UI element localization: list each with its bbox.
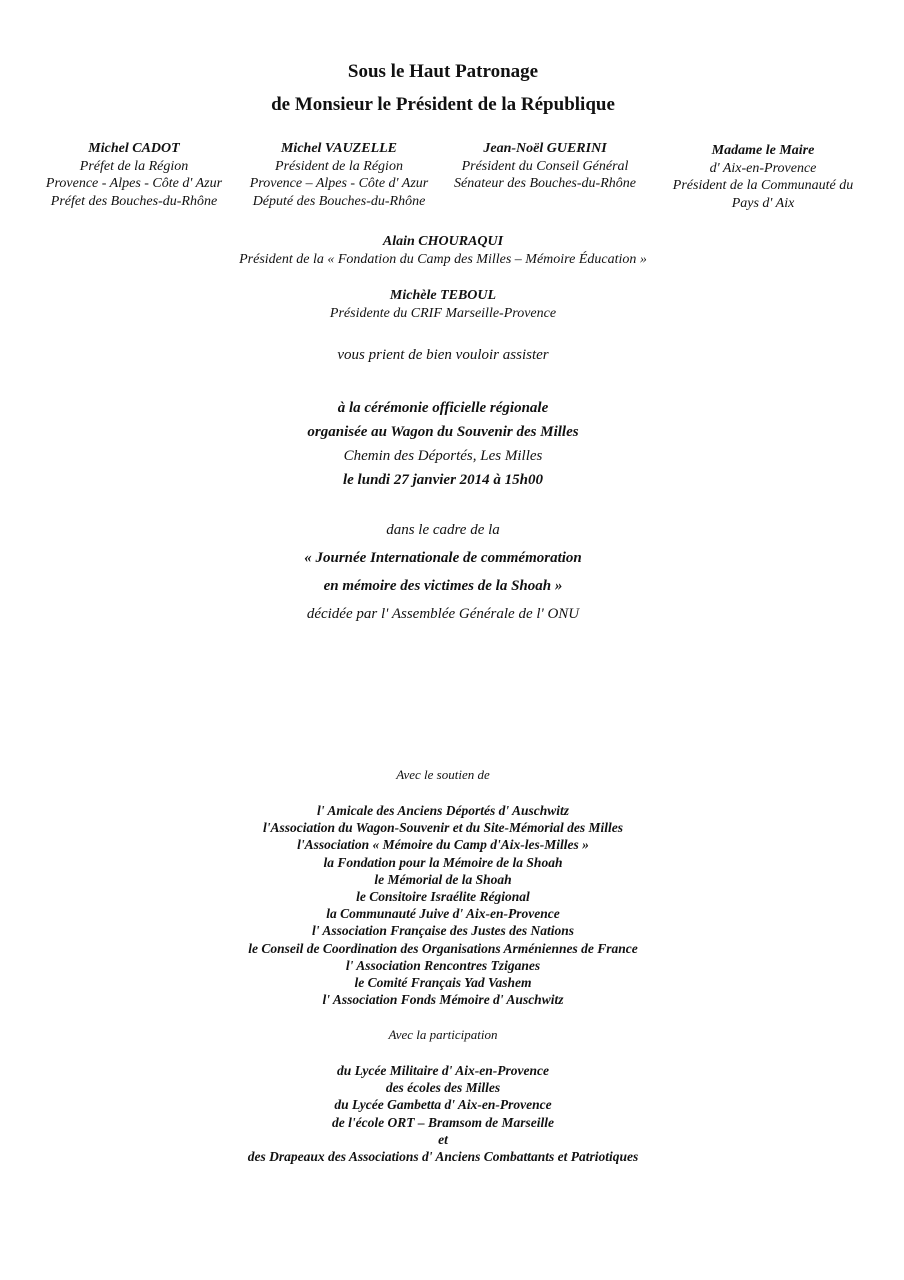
list-item: l' Association Française des Justes des Nations bbox=[311, 923, 575, 939]
signatory-line: Provence – Alpes - Côte d' Azur bbox=[249, 176, 429, 191]
support-list bbox=[0, 802, 886, 1008]
header-line-2: de Monsieur le Président de la République bbox=[271, 94, 615, 115]
list-item: la Fondation pour la Mémoire de la Shoah bbox=[323, 854, 563, 870]
list-item: l'Association du Wagon-Souvenir et du Site-Mémorial des Milles bbox=[263, 820, 623, 836]
ceremony-block bbox=[0, 396, 886, 492]
signatory-maire bbox=[660, 142, 866, 212]
context-block bbox=[0, 516, 886, 628]
list-item: l' Amicale des Anciens Déportés d' Auschwitz bbox=[316, 803, 569, 818]
list-item: l' Association Rencontres Tziganes bbox=[345, 957, 541, 973]
teboul-block bbox=[0, 287, 886, 322]
context-decided: décidée par l' Assemblée Générale de l' ONU bbox=[306, 606, 580, 622]
ceremony-date: le lundi 27 janvier 2014 à 15h00 bbox=[342, 472, 544, 488]
signatory-name: Jean-Noël GUERINI bbox=[483, 141, 607, 156]
signatory-name: Madame le Maire bbox=[711, 143, 815, 158]
context-line-1: « Journée Internationale de commémoration bbox=[304, 550, 582, 566]
signatory-line: Pays d' Aix bbox=[731, 195, 795, 211]
signatory-line: Sénateur des Bouches-du-Rhône bbox=[454, 176, 636, 191]
signatory-name: Michel VAUZELLE bbox=[280, 141, 398, 156]
list-item: des écoles des Milles bbox=[385, 1080, 501, 1096]
teboul-name: Michèle TEBOUL bbox=[389, 288, 497, 303]
support-heading: Avec le soutien de bbox=[396, 767, 490, 782]
list-item: de l'école ORT – Bramsom de Marseille bbox=[332, 1114, 554, 1130]
teboul-title: Présidente du CRIF Marseille-Provence bbox=[329, 305, 557, 321]
signatory-cadot bbox=[33, 140, 235, 210]
list-item: le Mémorial de la Shoah bbox=[374, 871, 512, 887]
signatory-name: Michel CADOT bbox=[88, 141, 180, 156]
list-item: et bbox=[438, 1131, 448, 1147]
list-item: l'Association « Mémoire du Camp d'Aix-les-Milles » bbox=[297, 837, 589, 853]
signatory-line: Président de la Communauté du bbox=[672, 178, 854, 193]
participation-heading: Avec la participation bbox=[388, 1027, 498, 1042]
signatory-line: d' Aix-en-Provence bbox=[709, 160, 817, 176]
invite-text: vous prient de bien vouloir assister bbox=[337, 347, 549, 363]
participation-list bbox=[0, 1062, 886, 1165]
ceremony-line-2: organisée au Wagon du Souvenir des Milles bbox=[307, 424, 579, 440]
signatory-line: Député des Bouches-du-Rhône bbox=[252, 193, 426, 209]
list-item: le Consitoire Israélite Régional bbox=[356, 889, 530, 905]
signatory-line: Préfet de la Région bbox=[79, 158, 189, 174]
list-item: le Comité Français Yad Vashem bbox=[354, 975, 532, 991]
signatory-line: Provence - Alpes - Côte d' Azur bbox=[45, 176, 223, 191]
context-intro: dans le cadre de la bbox=[386, 522, 500, 538]
list-item: du Lycée Gambetta d' Aix-en-Provence bbox=[334, 1097, 552, 1113]
context-line-2: en mémoire des victimes de la Shoah » bbox=[323, 578, 563, 594]
list-item: l' Association Fonds Mémoire d' Auschwitz bbox=[322, 992, 564, 1008]
list-item: des Drapeaux des Associations d' Anciens Combattants et Patriotiques bbox=[247, 1149, 639, 1165]
header-line-1: Sous le Haut Patronage bbox=[347, 61, 539, 82]
chouraqui-title: Président de la « Fondation du Camp des Milles – Mémoire Éducation » bbox=[239, 251, 647, 267]
signatory-vauzelle bbox=[238, 140, 440, 210]
chouraqui-block bbox=[0, 233, 886, 268]
signatory-line: Président du Conseil Général bbox=[461, 158, 629, 174]
list-item: la Communauté Juive d' Aix-en-Provence bbox=[326, 906, 560, 922]
signatory-line: Président de la Région bbox=[275, 158, 403, 174]
list-item: du Lycée Militaire d' Aix-en-Provence bbox=[337, 1063, 549, 1078]
ceremony-line-1: à la cérémonie officielle régionale bbox=[337, 400, 549, 416]
signatory-line: Préfet des Bouches-du-Rhône bbox=[50, 193, 218, 209]
list-item: le Conseil de Coordination des Organisations Arméniennes de France bbox=[248, 940, 638, 956]
ceremony-address: Chemin des Déportés, Les Milles bbox=[343, 448, 543, 464]
signatory-guerini bbox=[442, 140, 648, 193]
chouraqui-name: Alain CHOURAQUI bbox=[382, 234, 504, 249]
